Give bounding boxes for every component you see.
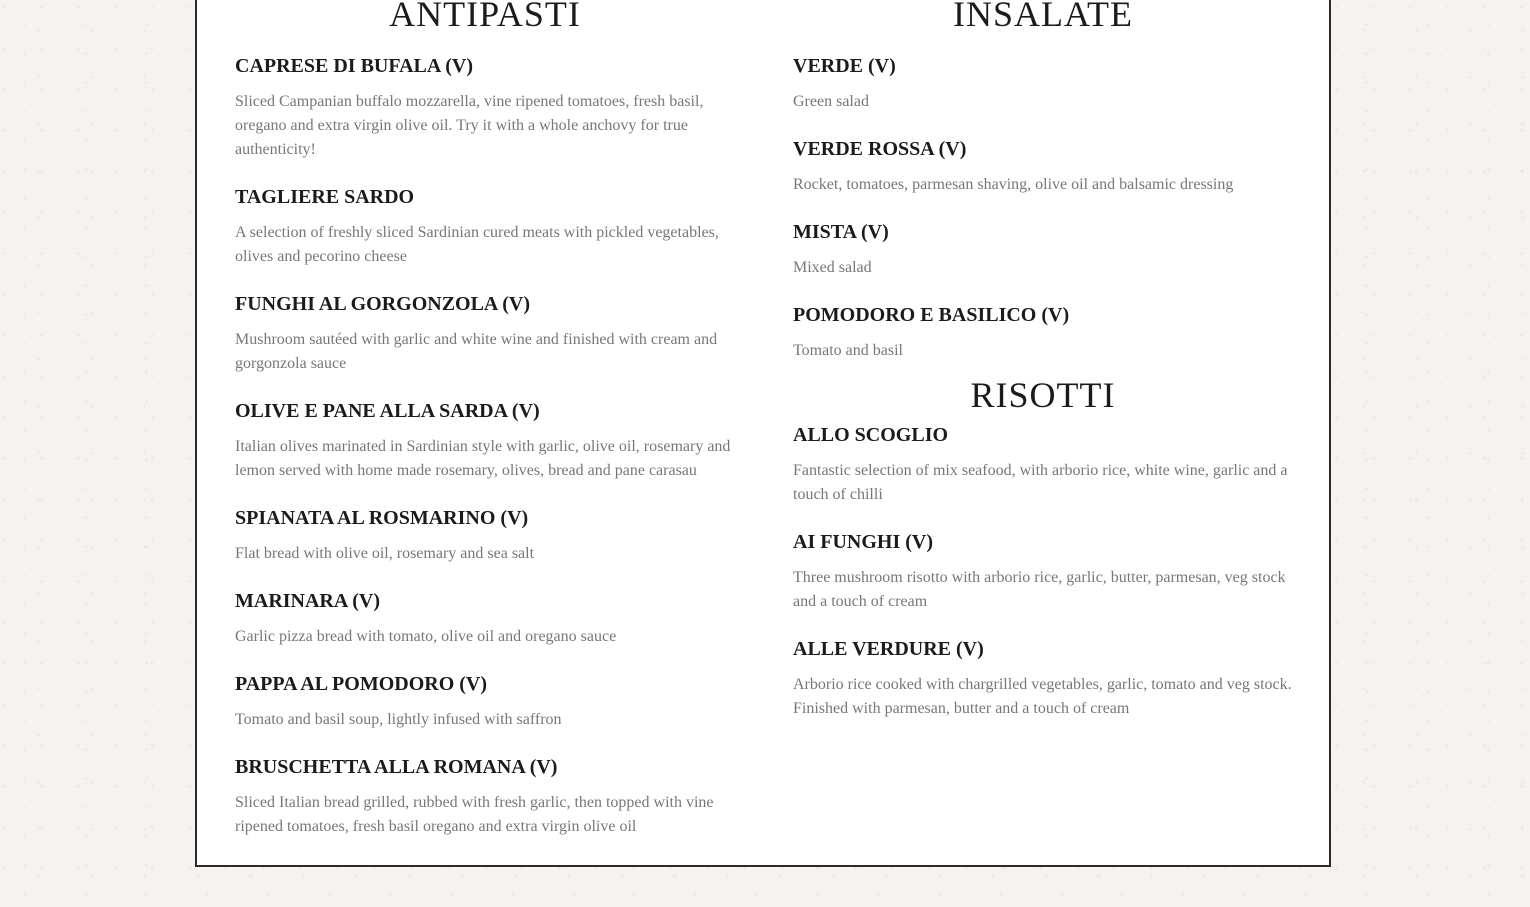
menu-item-name: MISTA (V)	[793, 221, 889, 243]
menu-item-description: Fantastic selection of mix seafood, with arborio rice, white wine, garlic and a touch of chilli	[793, 462, 1288, 503]
menu-item	[793, 423, 1293, 507]
menu-item-name: VERDE ROSSA (V)	[793, 138, 967, 160]
menu-item-description: Green salad	[793, 93, 869, 110]
menu-item	[235, 399, 735, 483]
insalate-risotti-column	[793, 0, 1293, 721]
menu-item-name: BRUSCHETTA ALLA ROMANA (V)	[235, 756, 558, 778]
section-title-insalate: INSALATE	[953, 0, 1133, 34]
menu-item-name: FUNGHI AL GORGONZOLA (V)	[235, 293, 531, 315]
menu-item-description: Italian olives marinated in Sardinian style with garlic, olive oil, rosemary and lemon served with home made rosemary, olives, bread and pane carasau	[235, 438, 731, 479]
menu-item	[235, 589, 735, 649]
menu-item-name: TAGLIERE SARDO	[235, 186, 415, 208]
menu-item	[235, 185, 735, 269]
menu-item	[235, 54, 735, 162]
menu-item-name: MARINARA (V)	[235, 590, 380, 612]
menu-card	[195, 0, 1331, 867]
menu-item-name: POMODORO E BASILICO (V)	[793, 304, 1070, 326]
menu-item	[793, 220, 1293, 280]
menu-item-description: Three mushroom risotto with arborio rice, garlic, butter, parmesan, veg stock and a touch of cream	[793, 569, 1286, 610]
menu-item-description: Arborio rice cooked with chargrilled vegetables, garlic, tomato and veg stock. Finished with parmesan, butter and a touch of cream	[793, 676, 1292, 717]
section-title-antipasti: ANTIPASTI	[389, 0, 581, 34]
menu-item-description: Flat bread with olive oil, rosemary and sea salt	[235, 545, 535, 562]
menu-item-description: Tomato and basil soup, lightly infused with saffron	[235, 711, 562, 728]
menu-item	[793, 137, 1293, 197]
menu-item-name: AI FUNGHI (V)	[793, 531, 933, 553]
menu-item-description: Sliced Italian bread grilled, rubbed with fresh garlic, then topped with vine ripened tomatoes, fresh basil oregano and extra virgin olive oil	[235, 794, 714, 835]
menu-item	[793, 530, 1293, 614]
menu-item-name: ALLO SCOGLIO	[793, 424, 949, 446]
menu-item-description: Garlic pizza bread with tomato, olive oil and oregano sauce	[235, 628, 617, 645]
menu-item-description: Tomato and basil	[793, 342, 903, 359]
menu-item-name: SPIANATA AL ROSMARINO (V)	[235, 507, 529, 529]
menu-item	[235, 506, 735, 566]
menu-item	[793, 54, 1293, 114]
menu-item	[235, 755, 735, 839]
section-title-risotti: RISOTTI	[970, 375, 1116, 415]
menu-item	[235, 292, 735, 376]
menu-item-description: Mixed salad	[793, 259, 872, 276]
menu-item-description: A selection of freshly sliced Sardinian cured meats with pickled vegetables, olives and pecorino cheese	[235, 224, 719, 265]
menu-item	[235, 672, 735, 732]
menu-item-name: VERDE (V)	[793, 55, 896, 77]
menu-item	[793, 303, 1293, 363]
menu-item-name: OLIVE E PANE ALLA SARDA (V)	[235, 400, 540, 422]
menu-item	[793, 637, 1293, 721]
menu-item-description: Sliced Campanian buffalo mozzarella, vine ripened tomatoes, fresh basil, oregano and extra virgin olive oil. Try it with a whole anchovy for true authenticity!	[235, 93, 704, 158]
antipasti-column	[235, 0, 735, 839]
menu-item-name: CAPRESE DI BUFALA (V)	[235, 55, 473, 77]
menu-item-description: Rocket, tomatoes, parmesan shaving, olive oil and balsamic dressing	[793, 176, 1234, 193]
menu-item-name: ALLE VERDURE (V)	[793, 638, 984, 660]
menu-item-name: PAPPA AL POMODORO (V)	[235, 673, 488, 695]
menu-item-description: Mushroom sautéed with garlic and white wine and finished with cream and gorgonzola sauce	[235, 331, 718, 372]
